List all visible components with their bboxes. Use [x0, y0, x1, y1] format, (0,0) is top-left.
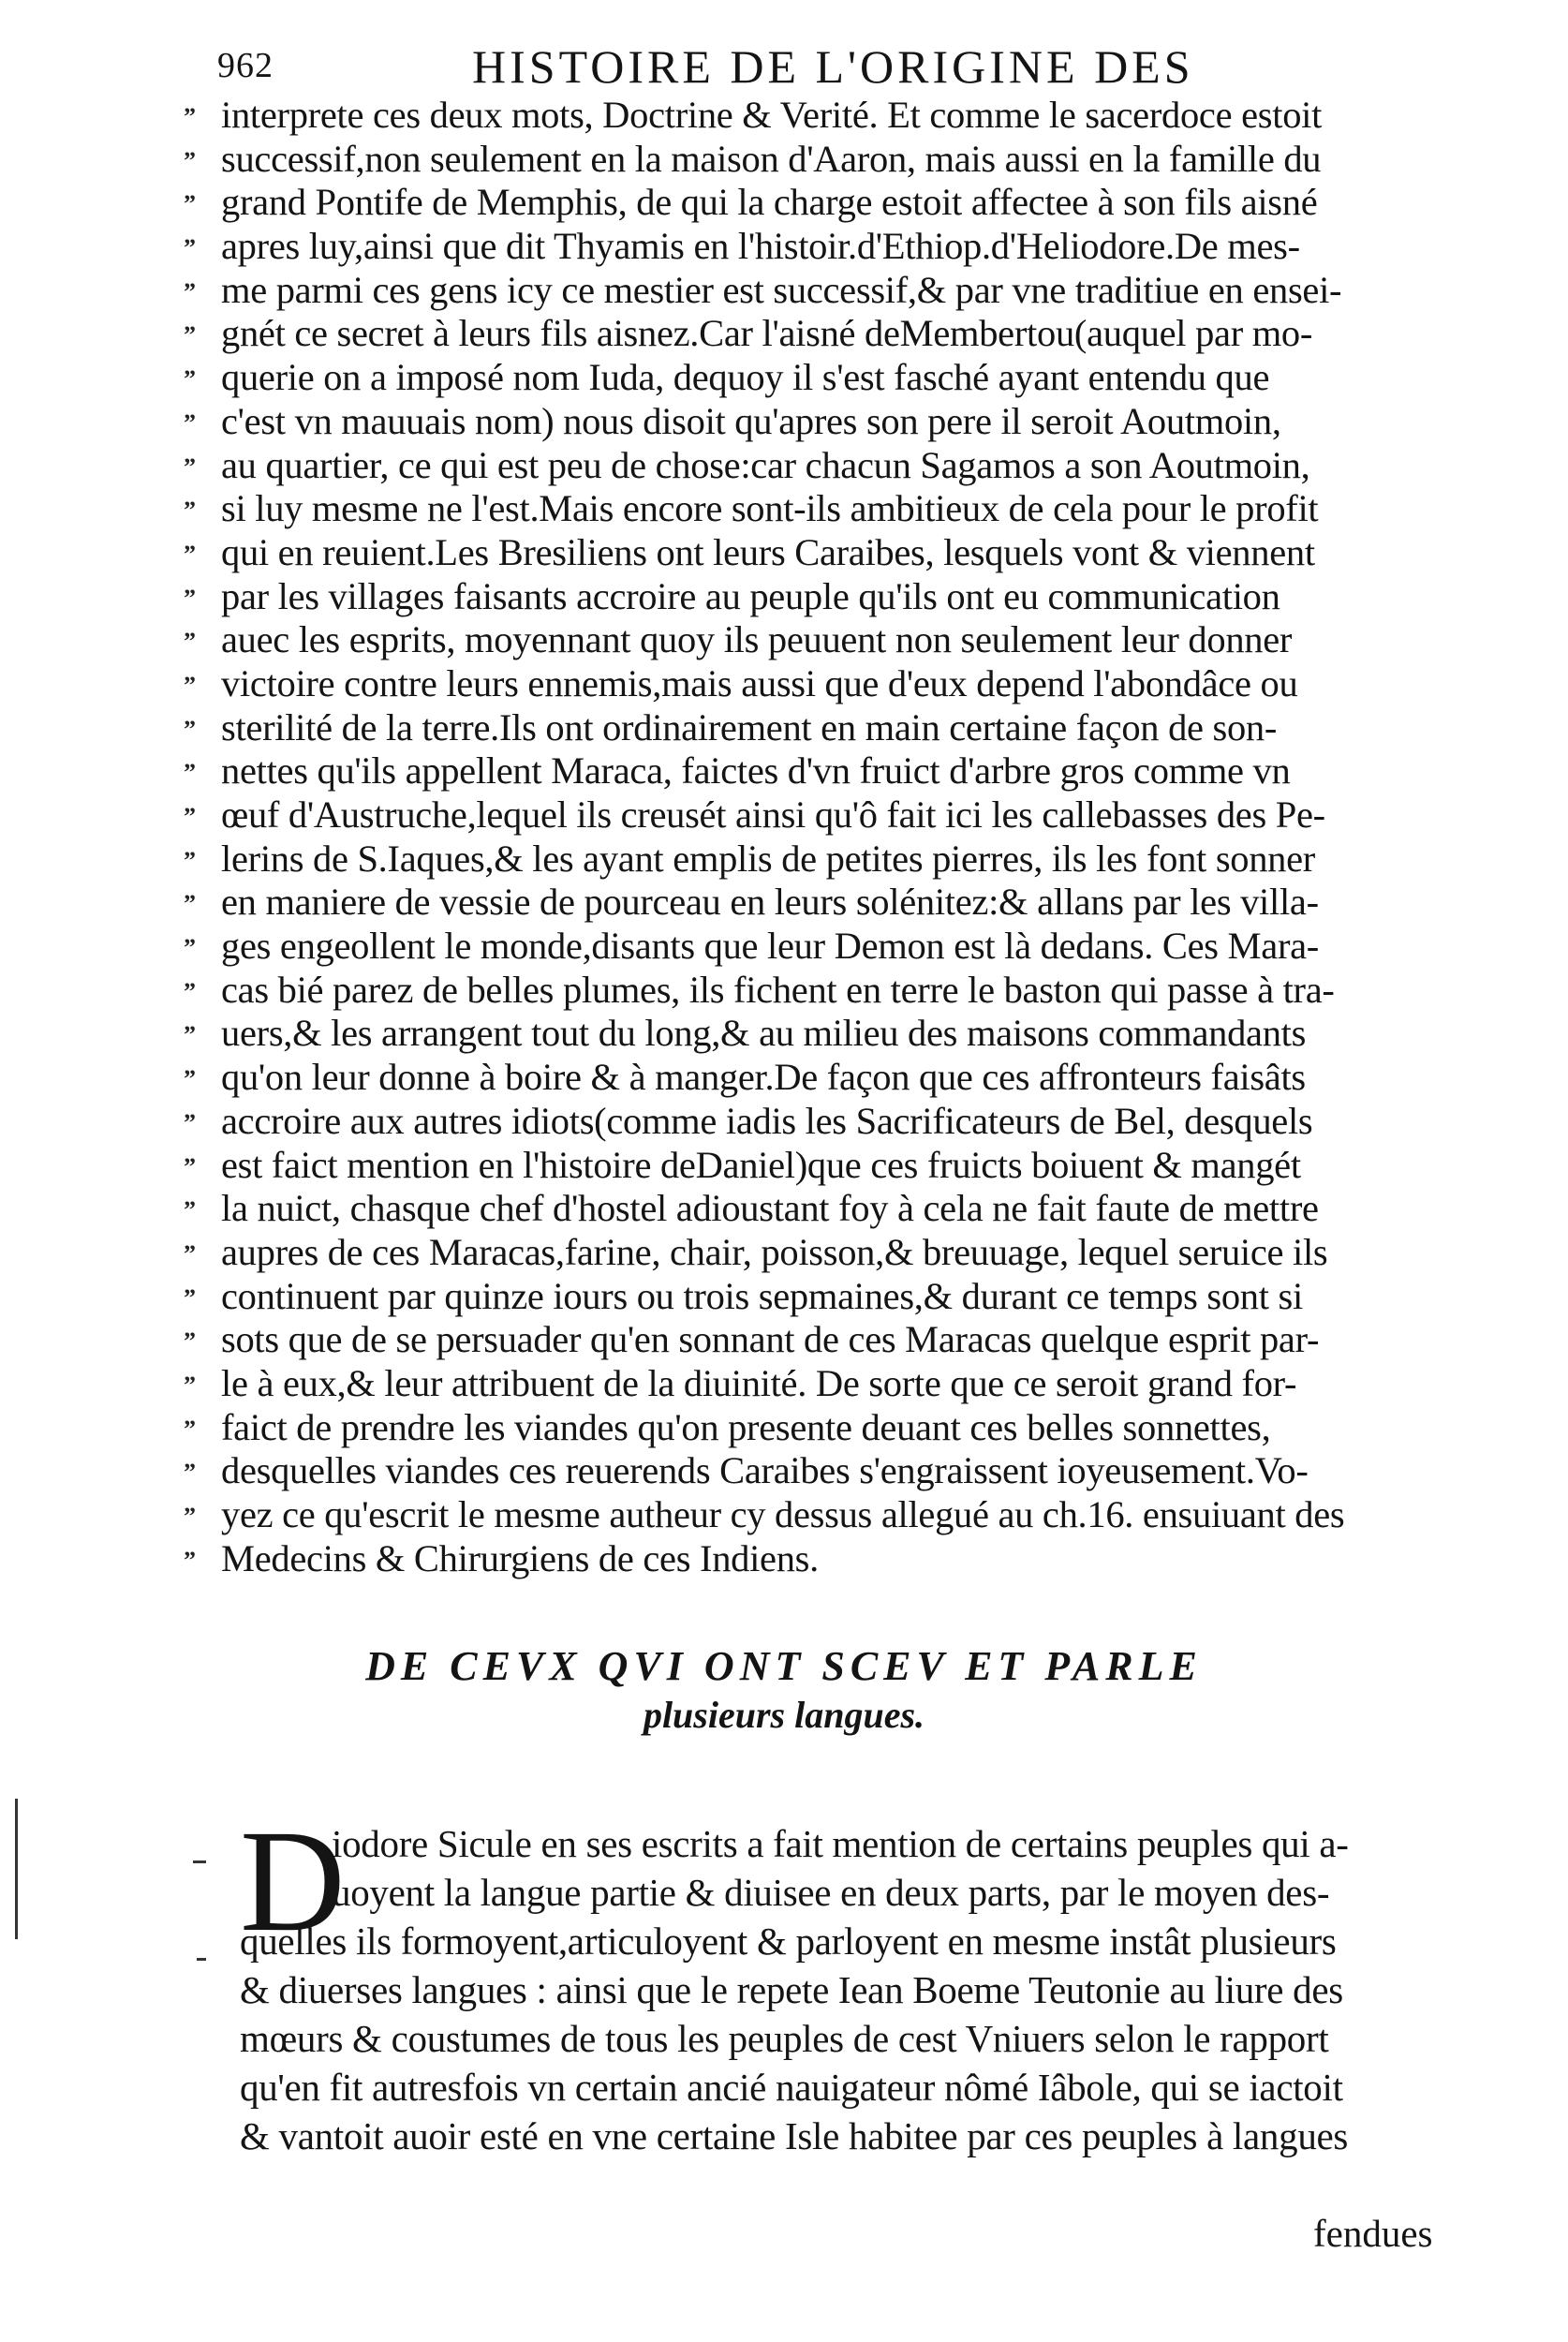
- quote-mark: ”: [184, 890, 196, 918]
- running-head: [217, 39, 1238, 96]
- quoted-line-text: qu'on leur donne à boire & à manger.De façon que ces affronteurs faisâts: [221, 1056, 1306, 1099]
- section-heading-line-2: plusieurs langues.: [643, 1694, 925, 1736]
- body-line-text: qu'en fit autresfois vn certain ancié nauigateur nômé Iâbole, qui se iactoit: [240, 2066, 1343, 2109]
- quoted-line-text: en maniere de vessie de pourceau en leurs solénitez:& allans par les villa-: [221, 881, 1319, 924]
- quoted-line-text: par les villages faisants accroire au peuple qu'ils ont eu communication: [221, 574, 1280, 617]
- quote-mark: ”: [184, 803, 196, 830]
- quoted-line-text: interprete ces deux mots, Doctrine & Verité. Et comme le sacerdoce estoit: [221, 94, 1323, 136]
- quoted-line-text: victoire contre leurs ennemis,mais aussi que d'eux depend l'abondâce ou: [221, 661, 1298, 704]
- quote-mark: ”: [184, 540, 196, 568]
- quote-mark: ”: [184, 234, 196, 262]
- quote-mark: ”: [184, 277, 196, 305]
- quote-mark: ”: [184, 671, 196, 699]
- quoted-line: [184, 1231, 1429, 1275]
- quote-mark: ”: [184, 321, 196, 349]
- quoted-line: [184, 837, 1429, 882]
- quoted-line: [184, 925, 1429, 969]
- body-line: [240, 1917, 1429, 1965]
- quoted-line: [184, 312, 1429, 356]
- body-line: [240, 1868, 1429, 1917]
- quoted-line-text: uers,& les arrangent tout du long,& au milieu des maisons commandants: [221, 1012, 1307, 1055]
- quoted-line: [184, 1449, 1429, 1493]
- quoted-line: [184, 749, 1429, 793]
- quote-mark: ”: [184, 1196, 196, 1224]
- quote-mark: ”: [184, 497, 196, 525]
- quoted-line-text: ges engeollent le monde,disants que leur Demon est là dedans. Ces Mara-: [221, 925, 1319, 968]
- body-line-text: quelles ils formoyent,articuloyent & parloyent en mesme instât plusieurs: [240, 1920, 1337, 1963]
- quoted-line: [184, 531, 1429, 575]
- quoted-line: [184, 793, 1429, 837]
- body-line: [240, 1819, 1429, 1868]
- quoted-line: [184, 1144, 1429, 1188]
- quoted-line-text: desquelles viandes ces reuerends Caraibes s'engraissent ioyeusement.Vo-: [221, 1449, 1309, 1492]
- quoted-line-text: cas bié parez de belles plumes, ils fichent en terre le baston qui passe à tra-: [221, 968, 1335, 1011]
- quoted-line-text: c'est vn mauuais nom) nous disoit qu'apres son pere il seroit Aoutmoin,: [221, 399, 1281, 442]
- running-head-title: HISTOIRE DE L'ORIGINE DES: [472, 40, 1194, 93]
- quoted-line: [184, 1318, 1429, 1362]
- quote-mark: ”: [184, 190, 196, 218]
- quoted-line: [184, 94, 1429, 138]
- body-line-text: uoyent la langue partie & diuisee en deux parts, par le moyen des-: [332, 1871, 1330, 1914]
- quoted-line-text: grand Pontife de Memphis, de qui la charge estoit affectee à son fils aisné: [221, 181, 1318, 224]
- quoted-line: [184, 1493, 1429, 1537]
- quoted-line-text: yez ce qu'escrit le mesme autheur cy dessus allegué au ch.16. ensuiuant des: [221, 1493, 1345, 1535]
- quoted-line: [184, 269, 1429, 313]
- quoted-line-text: sots que de se persuader qu'en sonnant de ces Maracas quelque esprit par-: [221, 1318, 1320, 1361]
- quoted-line-text: lerins de S.Iaques,& les ayant emplis de petites pierres, ils les font sonner: [221, 837, 1315, 880]
- quoted-line-text: si luy mesme ne l'est.Mais encore sont-ils ambitieux de cela pour le profit: [221, 487, 1319, 530]
- quoted-line: [184, 181, 1429, 225]
- quote-mark: ”: [184, 1459, 196, 1487]
- quoted-line: [184, 1275, 1429, 1319]
- quote-mark: ”: [184, 584, 196, 612]
- quote-mark: ”: [184, 103, 196, 130]
- quoted-line: [184, 575, 1429, 619]
- quoted-passage: [184, 94, 1429, 1580]
- quoted-line: [184, 969, 1429, 1013]
- quoted-line: [184, 1056, 1429, 1100]
- quote-mark: ”: [184, 1283, 196, 1312]
- quoted-line: [184, 356, 1429, 400]
- body-line: [240, 2014, 1429, 2063]
- margin-dash-mark: [197, 1958, 206, 1961]
- section-heading: [0, 1641, 1568, 1739]
- quote-mark: ”: [184, 1239, 196, 1267]
- quote-mark: ”: [184, 365, 196, 393]
- quoted-line-text: est faict mention en l'histoire deDaniel)que ces fruicts boiuent & mangét: [221, 1143, 1301, 1186]
- page-number: 962: [217, 46, 274, 85]
- body-line: [240, 2112, 1429, 2160]
- quoted-line-text: qui en reuient.Les Bresiliens ont leurs Caraibes, lesquels vont & viennent: [221, 530, 1315, 573]
- quoted-line: [184, 225, 1429, 269]
- quoted-line: [184, 881, 1429, 925]
- quoted-line-text: faict de prendre les viandes qu'on presente deuant ces belles sonnettes,: [221, 1405, 1271, 1448]
- quote-mark: ”: [184, 715, 196, 743]
- quoted-line: [184, 618, 1429, 662]
- body-line-text: & diuerses langues : ainsi que le repete Iean Boeme Teutonie au liure des: [240, 1968, 1343, 2011]
- quoted-line: [184, 1406, 1429, 1450]
- body-line-text: & vantoit auoir esté en vne certaine Isle habitee par ces peuples à langues: [240, 2114, 1349, 2157]
- section-heading-line-1: DE CEVX QVI ONT SCEV ET PARLE: [365, 1643, 1203, 1689]
- quote-mark: ”: [184, 628, 196, 656]
- quote-mark: ”: [184, 1152, 196, 1180]
- quote-mark: ”: [184, 1327, 196, 1356]
- quote-mark: ”: [184, 846, 196, 874]
- quote-mark: ”: [184, 934, 196, 962]
- margin-dash-mark: [193, 1860, 206, 1863]
- quoted-line-text: aupres de ces Maracas,farine, chair, poisson,& breuuage, lequel seruice ils: [221, 1230, 1328, 1273]
- quoted-line: [184, 1187, 1429, 1231]
- quoted-line-text: auec les esprits, moyennant quoy ils peuuent non seulement leur donner: [221, 618, 1293, 661]
- quote-mark: ”: [184, 1065, 196, 1093]
- quoted-line-text: la nuict, chasque chef d'hostel adioustant foy à cela ne fait faute de mettre: [221, 1187, 1319, 1230]
- quoted-line: [184, 1012, 1429, 1056]
- quote-mark: ”: [184, 452, 196, 481]
- quoted-line-text: querie on a imposé nom Iuda, dequoy il s'est fasché ayant entendu que: [221, 356, 1270, 399]
- quoted-line: [184, 400, 1429, 444]
- quoted-line-text: accroire aux autres idiots(comme iadis les Sacrificateurs de Bel, desquels: [221, 1099, 1313, 1142]
- body-line-text: mœurs & coustumes de tous les peuples de cest Vniuers selon le rapport: [240, 2017, 1329, 2060]
- quoted-line-text: continuent par quinze iours ou trois sepmaines,& durant ce temps sont si: [221, 1274, 1303, 1317]
- quote-mark: ”: [184, 977, 196, 1005]
- section-body: [240, 1800, 1429, 2160]
- quoted-line-text: apres luy,ainsi que dit Thyamis en l'histoir.d'Ethiop.d'Heliodore.De mes-: [221, 225, 1300, 268]
- body-line: [240, 2063, 1429, 2112]
- quote-mark: ”: [184, 408, 196, 437]
- quoted-line: [184, 487, 1429, 531]
- quoted-line-text: successif,non seulement en la maison d'Aaron, mais aussi en la famille du: [221, 137, 1322, 180]
- quote-mark: ”: [184, 1546, 196, 1574]
- quote-mark: ”: [184, 146, 196, 174]
- quote-mark: ”: [184, 1415, 196, 1443]
- quoted-line: [184, 138, 1429, 182]
- quote-mark: ”: [184, 1371, 196, 1399]
- quoted-line: [184, 1362, 1429, 1406]
- margin-rule-mark: [15, 1799, 18, 1939]
- quoted-line-text: Medecins & Chirurgiens de ces Indiens.: [221, 1536, 819, 1579]
- catchword: fendues: [1313, 2212, 1433, 2255]
- quoted-line: [184, 706, 1429, 750]
- quoted-line-text: me parmi ces gens icy ce mestier est successif,& par vne traditiue en ensei-: [221, 268, 1342, 311]
- drop-cap: D: [240, 1800, 346, 1962]
- body-line-text: iodore Sicule en ses escrits a fait mention de certains peuples qui a-: [332, 1822, 1349, 1865]
- quoted-line-text: œuf d'Austruche,lequel ils creusét ainsi qu'ô fait ici les callebasses des Pe-: [221, 793, 1325, 836]
- quoted-line: [184, 662, 1429, 706]
- quote-mark: ”: [184, 1108, 196, 1136]
- quoted-line: [184, 1100, 1429, 1144]
- quoted-line-text: le à eux,& leur attribuent de la diuinité. De sorte que ce seroit grand for-: [221, 1361, 1297, 1404]
- quoted-line-text: nettes qu'ils appellent Maraca, faictes d'vn fruict d'arbre gros comme vn: [221, 749, 1291, 793]
- quoted-line: [184, 1537, 1429, 1581]
- quote-mark: ”: [184, 759, 196, 787]
- quoted-line: [184, 444, 1429, 488]
- body-line: [240, 1965, 1429, 2014]
- quote-mark: ”: [184, 1021, 196, 1049]
- quoted-line-text: gnét ce secret à leurs fils aisnez.Car l'aisné deMembertou(auquel par mo-: [221, 312, 1313, 355]
- quoted-line-text: sterilité de la terre.Ils ont ordinairement en main certaine façon de son-: [221, 705, 1278, 749]
- quoted-line-text: au quartier, ce qui est peu de chose:car chacun Sagamos a son Aoutmoin,: [221, 443, 1310, 486]
- quote-mark: ”: [184, 1503, 196, 1530]
